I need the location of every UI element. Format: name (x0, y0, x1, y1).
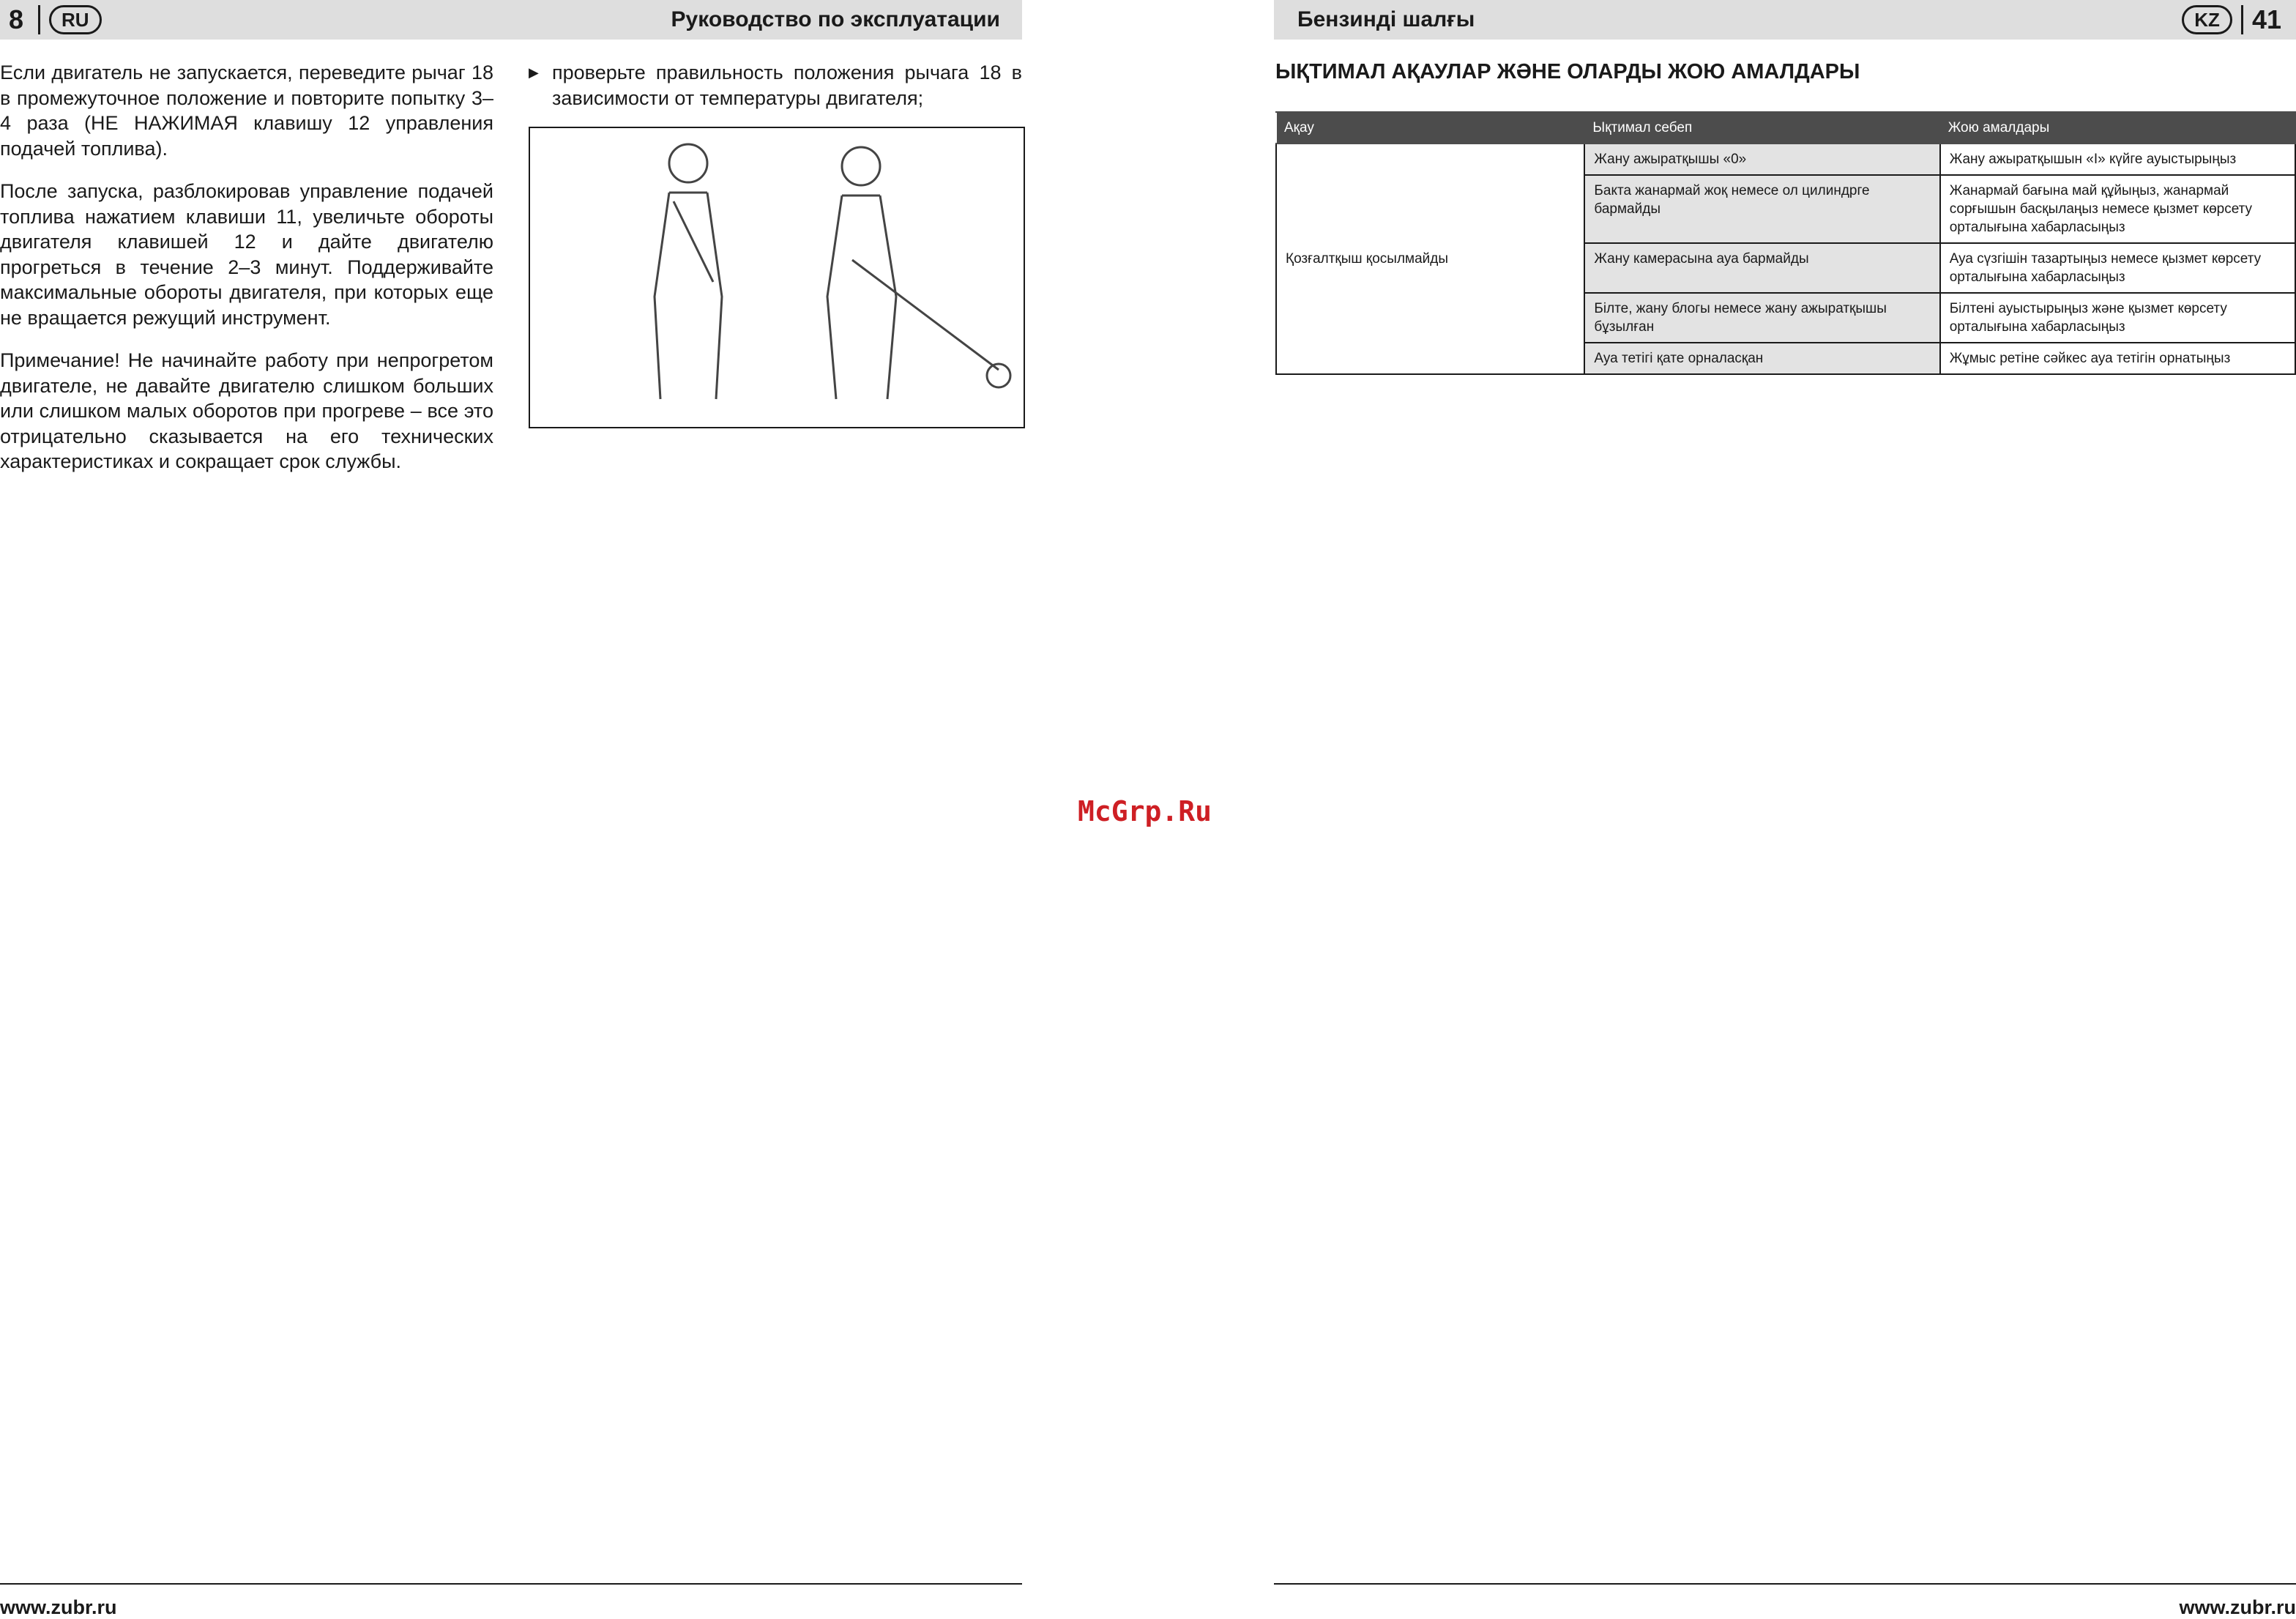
right-page (1274, 0, 2296, 1618)
paragraph: После запуска, разблокировав управление подачей топлива нажатием клавиши 11, увеличьте обороты двигателя клавишей 12 и дайте двигателю прогреться в течение 2–3 минут. Поддерживайте максимальные обороты двигателя, при которых еще не вращается режущий инструмент. (0, 180, 493, 329)
footer-divider (0, 1583, 1022, 1585)
language-badge: RU (49, 5, 102, 34)
figure-frame (529, 127, 1025, 428)
footer-link[interactable]: www.zubr.ru (2179, 1596, 2296, 1618)
watermark: McGrp.Ru (1078, 795, 1212, 827)
list-item (529, 60, 1022, 111)
list-item-text: проверьте правильность положения рычага 18 в зависимости от температуры двигателя; (552, 62, 1022, 109)
remedy-cell: Жұмыс ретіне сәйкес ауа тетігін орнатыңыз (1940, 343, 2295, 374)
footer-link[interactable]: www.zubr.ru (0, 1596, 117, 1618)
left-header-bar (0, 0, 1022, 40)
figure-image (530, 128, 1024, 427)
remedy-cell: Жану ажыратқышын «I» күйге ауыстырыңыз (1940, 144, 2295, 175)
language-badge: KZ (2182, 5, 2232, 34)
text-column-b (529, 60, 1022, 458)
table-row (1276, 144, 2295, 175)
cause-cell: Жану камерасына ауа бармайды (1584, 243, 1939, 293)
triangle-right-icon: ▶ (529, 65, 539, 80)
left-page (0, 0, 1025, 1618)
table-body (1276, 144, 2295, 374)
cause-cell: Бакта жанармай жоқ немесе ол цилиндрге бармайды (1584, 175, 1939, 243)
table-header-row (1276, 112, 2295, 144)
cause-cell: Білте, жану блогы немесе жану ажыратқышы бұзылған (1584, 293, 1939, 343)
page-title: Бензинді шалғы (1297, 7, 1475, 31)
cause-cell: Ауа тетігі қате орналасқан (1584, 343, 1939, 374)
right-header-bar (1274, 0, 2296, 40)
page-number: 41 (2251, 4, 2281, 34)
page-title: Руководство по эксплуатации (671, 7, 1000, 31)
note-paragraph: Примечание! Не начинайте работу при непрогретом двигателе, не давайте двигателю слишком больших или слишком малых оборотов при прогреве – все это отрицательно сказывается на его технических характеристиках и сокращает срок службы. (0, 349, 493, 472)
remedy-cell: Жанармай бағына май құйыңыз, жанармай сорғышын басқылаңыз немесе қызмет көрсету орталығына хабарласыңыз (1940, 175, 2295, 243)
column-header: Ықтимал себеп (1584, 112, 1939, 144)
text-column-a (0, 60, 493, 492)
symptom-cell: Қозғалтқыш қосылмайды (1276, 144, 1584, 374)
page-number: 8 (9, 4, 24, 34)
troubleshooting-table (1275, 111, 2296, 375)
column-header: Жою амалдары (1940, 112, 2295, 144)
header-divider (2241, 5, 2243, 34)
remedy-cell: Білтені ауыстырыңыз және қызмет көрсету орталығына хабарласыңыз (1940, 293, 2295, 343)
cause-cell: Жану ажыратқышы «0» (1584, 144, 1939, 175)
remedy-cell: Ауа сүзгішін тазартыңыз немесе қызмет көрсету орталығына хабарласыңыз (1940, 243, 2295, 293)
section-title: ЫҚТИМАЛ АҚАУЛАР ЖӘНЕ ОЛАРДЫ ЖОЮ АМАЛДАРЫ (1275, 60, 1860, 83)
column-header: Ақау (1276, 112, 1584, 144)
paragraph: Если двигатель не запускается, переведите рычаг 18 в промежуточное положение и повторите попытку 3–4 раза (НЕ НАЖИМАЯ клавишу 12 управления подачей топлива). (0, 62, 493, 160)
footer-divider (1274, 1583, 2296, 1585)
header-divider (38, 5, 40, 34)
